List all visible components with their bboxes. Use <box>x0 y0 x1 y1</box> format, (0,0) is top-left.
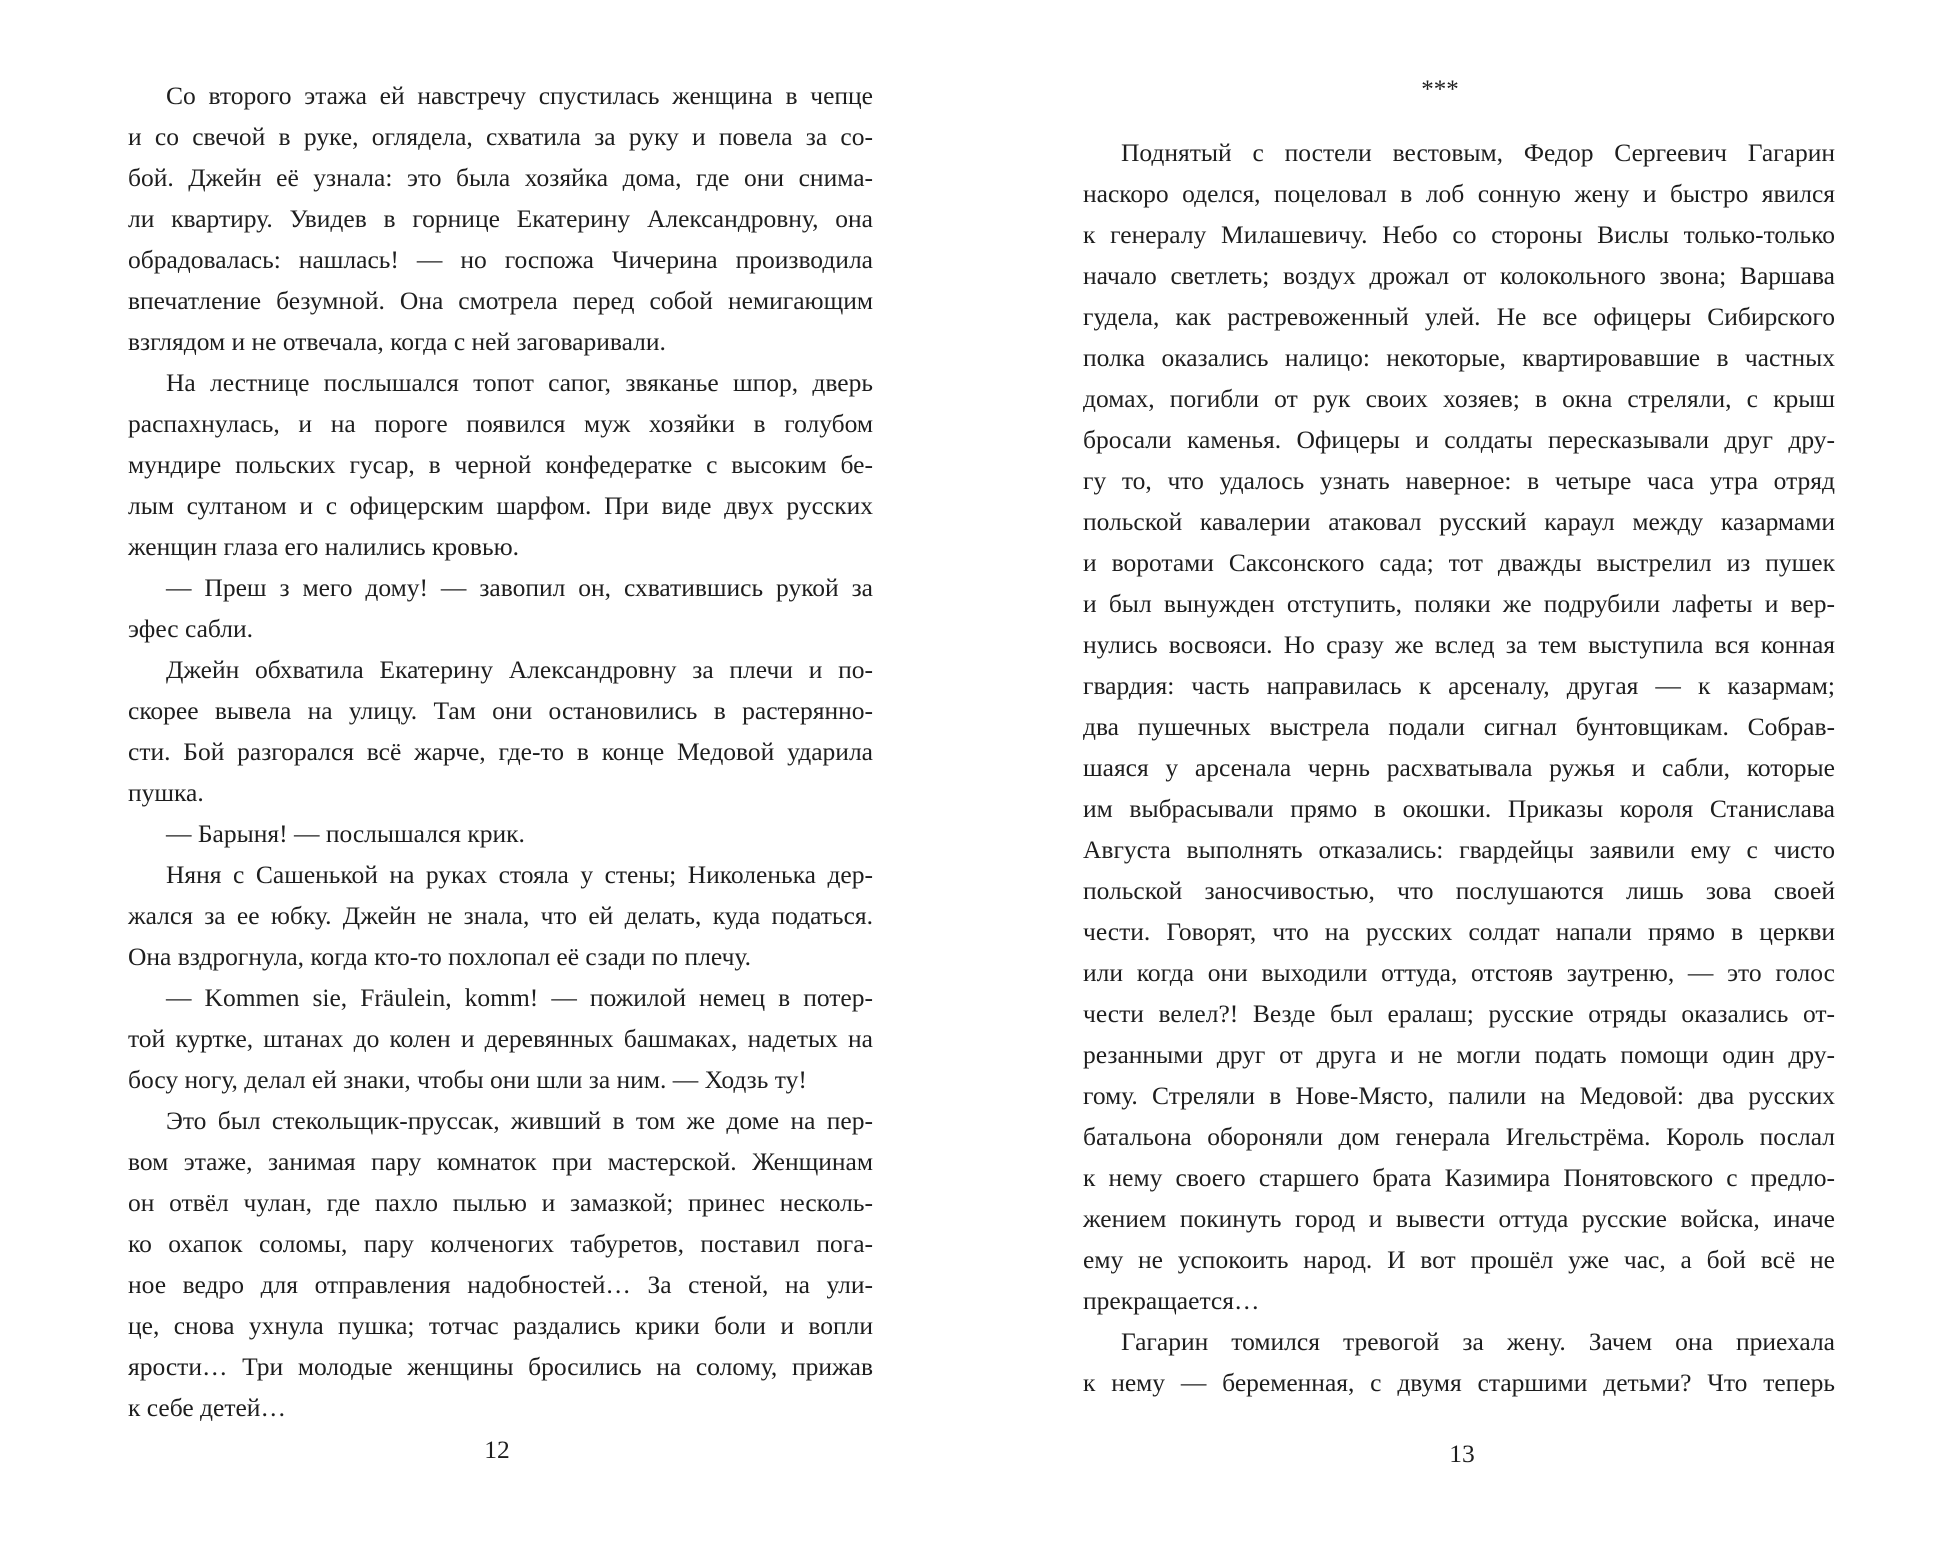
text-line: к генералу Милашевичу. Небо со стороны Вислы только-только <box>1083 220 1835 249</box>
text-line: сти. Бой разгорался всё жарче, где-то в конце Медовой ударила <box>128 737 873 766</box>
text-line: ко охапок соломы, пару колченогих табуретов, поставил пога- <box>128 1229 873 1258</box>
text-line: — Kommen sie, Fräulein, komm! — пожилой немец в потер- <box>166 983 873 1012</box>
text-line: распахнулась, и на пороге появился муж хозяйки в голубом <box>128 409 873 438</box>
text-line: Няня с Сашенькой на руках стояла у стены; Николенька дер- <box>166 860 873 889</box>
text-line: домах, погибли от рук своих хозяев; в окна стреляли, с крыш <box>1083 384 1835 413</box>
text-line: ярости… Три молодые женщины бросились на солому, прижав <box>128 1352 873 1381</box>
text-line: к себе детей… <box>128 1393 286 1422</box>
text-line: Августа выполнять отказались: гвардейцы заявили ему с чисто <box>1083 835 1835 864</box>
text-line: — Преш з мего дому! — завопил он, схватившись рукой за <box>166 573 873 602</box>
text-line: польской кавалерии атаковал русский караул между казармами <box>1083 507 1835 536</box>
text-line: Джейн обхватила Екатерину Александровну за плечи и по- <box>166 655 873 684</box>
text-line: Гагарин томился тревогой за жену. Зачем она приехала <box>1121 1327 1835 1356</box>
text-line: Она вздрогнула, когда кто-то похлопал её сзади по плечу. <box>128 942 751 971</box>
text-line: к нему — беременная, с двумя старшими детьми? Что теперь <box>1083 1368 1835 1397</box>
text-line: два пушечных выстрела подали сигнал бунтовщикам. Собрав- <box>1083 712 1835 741</box>
text-line: эфес сабли. <box>128 614 253 643</box>
text-line: На лестнице послышался топот сапог, звяканье шпор, дверь <box>166 368 873 397</box>
text-line: скорее вывела на улицу. Там они остановились в растерянно- <box>128 696 873 725</box>
text-line: ему не успокоить народ. И вот прошёл уже час, а бой всё не <box>1083 1245 1835 1274</box>
text-line: лым султаном и с офицерским шарфом. При виде двух русских <box>128 491 873 520</box>
text-line: — Барыня! — послышался крик. <box>166 819 525 848</box>
text-line: нулись восвояси. Но сразу же вслед за тем выступила вся конная <box>1083 630 1835 659</box>
text-line: мундире польских гусар, в черной конфедератке с высоким бе- <box>128 450 873 479</box>
text-line: той куртке, штанах до колен и деревянных башмаках, надетых на <box>128 1024 873 1053</box>
text-line: им выбрасывали прямо в окошки. Приказы короля Станислава <box>1083 794 1835 823</box>
text-line: наскоро оделся, поцеловал в лоб сонную жену и быстро явился <box>1083 179 1835 208</box>
text-line: бой. Джейн её узнала: это была хозяйка дома, где они снима- <box>128 163 873 192</box>
text-line: вом этаже, занимая пару комнаток при мастерской. Женщинам <box>128 1147 873 1176</box>
page-number-right: 13 <box>1449 1439 1475 1468</box>
text-line: жался за ее юбку. Джейн не знала, что ей делать, куда податься. <box>128 901 873 930</box>
text-line: и со свечой в руке, оглядела, схватила за руку и повела за со- <box>128 122 873 151</box>
text-line: це, снова ухнула пушка; тотчас раздались крики боли и вопли <box>128 1311 873 1340</box>
text-line: Это был стекольщик-пруссак, живший в том же доме на пер- <box>166 1106 873 1135</box>
text-line: начало светлеть; воздух дрожал от колокольного звона; Варшава <box>1083 261 1835 290</box>
text-line: Со второго этажа ей навстречу спустилась женщина в чепце <box>166 81 873 110</box>
text-line: бросали каменья. Офицеры и солдаты пересказывали друг дру- <box>1083 425 1835 454</box>
text-line: впечатление безумной. Она смотрела перед собой немигающим <box>128 286 873 315</box>
section-break-mark: *** <box>1421 76 1459 103</box>
text-line: ли квартиру. Увидев в горнице Екатерину Александровну, она <box>128 204 873 233</box>
text-line: шаяся у арсенала чернь расхватывала ружья и сабли, которые <box>1083 753 1835 782</box>
text-line: чести. Говорят, что на русских солдат напали прямо в церкви <box>1083 917 1835 946</box>
text-line: и воротами Саксонского сада; тот дважды выстрелил из пушек <box>1083 548 1835 577</box>
text-line: гудела, как растревоженный улей. Не все офицеры Сибирского <box>1083 302 1835 331</box>
right-page <box>980 0 1960 1560</box>
text-line: Поднятый с постели вестовым, Федор Сергеевич Гагарин <box>1121 138 1835 167</box>
text-line: полка оказались налицо: некоторые, квартировавшие в частных <box>1083 343 1835 372</box>
text-line: гу то, что удалось узнать наверное: в четыре часа утра отряд <box>1083 466 1835 495</box>
text-line: чести велел?! Везде был ералаш; русские отряды оказались от- <box>1083 999 1835 1028</box>
text-line: ное ведро для отправления надобностей… За стеной, на ули- <box>128 1270 873 1299</box>
text-line: резанными друг от друга и не могли подать помощи один дру- <box>1083 1040 1835 1069</box>
text-line: он отвёл чулан, где пахло пылью и замазкой; принес несколь- <box>128 1188 873 1217</box>
text-line: босу ногу, делал ей знаки, чтобы они шли за ним. — Ходзь ту! <box>128 1065 807 1094</box>
text-line: жением покинуть город и вывести оттуда русские войска, иначе <box>1083 1204 1835 1233</box>
text-line: или когда они выходили оттуда, отстояв заутреню, — это голос <box>1083 958 1835 987</box>
page-number-left: 12 <box>484 1435 510 1464</box>
text-line: польской заносчивостью, что послушаются лишь зова своей <box>1083 876 1835 905</box>
text-line: прекращается… <box>1083 1286 1260 1315</box>
text-line: к нему своего старшего брата Казимира Понятовского с предло- <box>1083 1163 1835 1192</box>
text-line: пушка. <box>128 778 204 807</box>
text-line: женщин глаза его налились кровью. <box>128 532 520 561</box>
text-line: батальона обороняли дом генерала Игельстрёма. Король послал <box>1083 1122 1835 1151</box>
text-line: и был вынужден отступить, поляки же подрубили лафеты и вер- <box>1083 589 1835 618</box>
text-line: гвардия: часть направилась к арсеналу, другая — к казармам; <box>1083 671 1835 700</box>
text-line: обрадовалась: нашлась! — но госпожа Чичерина производила <box>128 245 873 274</box>
text-line: взглядом и не отвечала, когда с ней заговаривали. <box>128 327 666 356</box>
text-line: гому. Стреляли в Нове-Място, палили на Медовой: два русских <box>1083 1081 1835 1110</box>
